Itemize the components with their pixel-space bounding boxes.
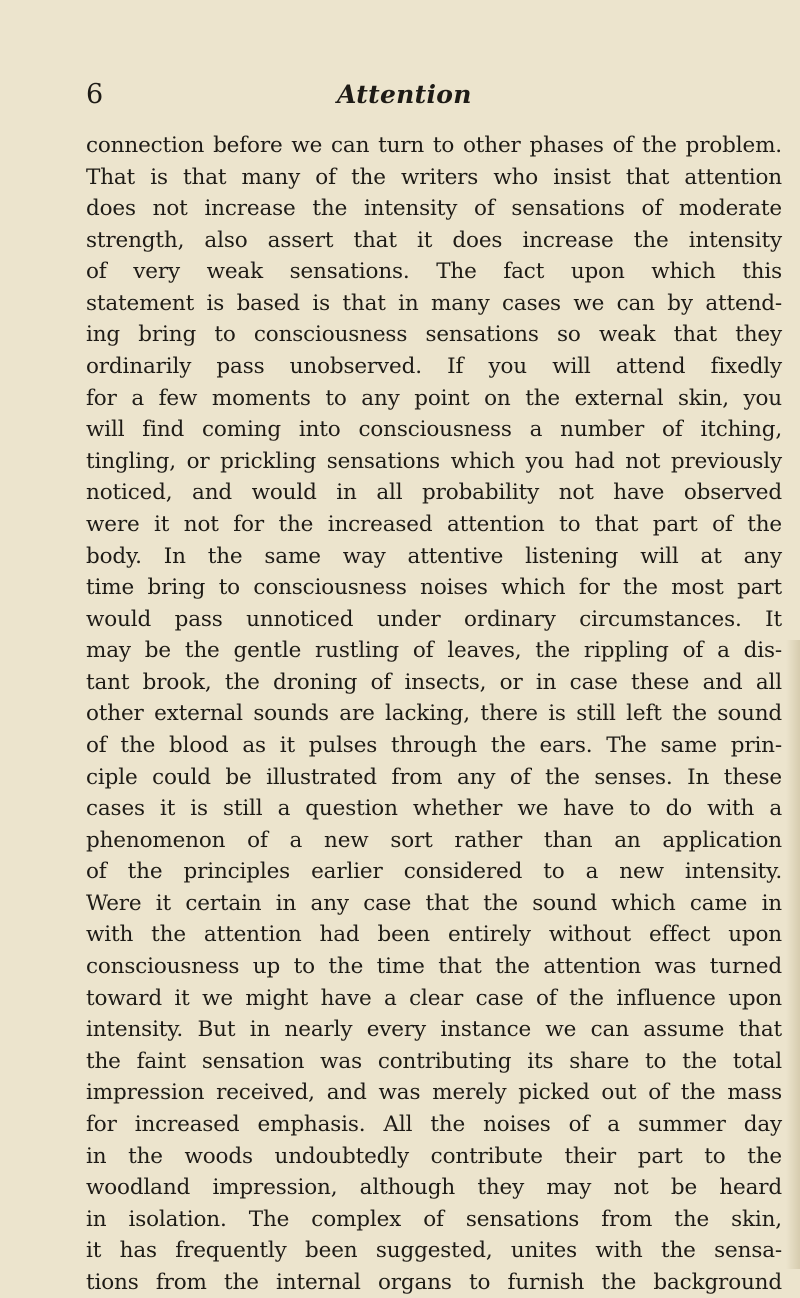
text-line: body. In the same way attentive listening will at any: [86, 543, 782, 569]
body-text: [86, 130, 782, 1298]
text-line: the faint sensation was contributing its share to the total: [86, 1048, 782, 1074]
text-line: of the blood as it pulses through the ears. The same prin-: [86, 732, 782, 758]
text-line: Were it certain in any case that the sound which came in: [86, 890, 782, 916]
text-line: other external sounds are lacking, there is still left the sound: [86, 701, 782, 727]
text-line: may be the gentle rustling of leaves, the rippling of a dis-: [86, 638, 782, 664]
text-line: tingling, or prickling sensations which you had not previously: [86, 448, 782, 474]
text-line: would pass unnoticed under ordinary circumstances. It: [86, 606, 782, 632]
text-line: statement is based is that in many cases we can by attend-: [86, 290, 782, 316]
text-line: for increased emphasis. All the noises of a summer day: [86, 1111, 782, 1137]
text-line: tions from the internal organs to furnish the background: [86, 1269, 782, 1295]
text-line: of the principles earlier considered to a new intensity.: [86, 859, 782, 885]
text-line: impression received, and was merely picked out of the mass: [86, 1080, 782, 1106]
text-line: noticed, and would in all probability not have observed: [86, 480, 782, 506]
text-line: were it not for the increased attention to that part of the: [86, 511, 782, 537]
text-line: time bring to consciousness noises which for the most part: [86, 575, 782, 601]
text-line: intensity. But in nearly every instance we can assume that: [86, 1017, 782, 1043]
running-head: [0, 78, 800, 112]
text-line: it has frequently been suggested, unites with the sensa-: [86, 1238, 782, 1264]
text-line: does not increase the intensity of sensations of moderate: [86, 196, 782, 222]
text-line: ciple could be illustrated from any of the senses. In these: [86, 764, 782, 790]
text-line: toward it we might have a clear case of the influence upon: [86, 985, 782, 1011]
text-line: phenomenon of a new sort rather than an application: [86, 827, 782, 853]
text-line: That is that many of the writers who insist that attention: [86, 164, 782, 190]
page-edge-shadow: [786, 640, 800, 1269]
text-line: ing bring to consciousness sensations so weak that they: [86, 322, 782, 348]
text-line: tant brook, the droning of insects, or in case these and all: [86, 669, 782, 695]
text-line: strength, also assert that it does increase the intensity: [86, 227, 782, 253]
text-line: ordinarily pass unobserved. If you will attend fixedly: [86, 354, 782, 380]
text-line: will find coming into consciousness a number of itching,: [86, 417, 782, 443]
text-line: with the attention had been entirely without effect upon: [86, 922, 782, 948]
text-line: of very weak sensations. The fact upon which this: [86, 259, 782, 285]
text-line: connection before we can turn to other phases of the problem.: [86, 133, 782, 158]
text-line: in isolation. The complex of sensations from the skin,: [86, 1206, 782, 1232]
text-line: woodland impression, although they may not be heard: [86, 1175, 782, 1201]
text-line: for a few moments to any point on the external skin, you: [86, 385, 782, 411]
running-title: Attention: [337, 80, 472, 109]
text-line: cases it is still a question whether we have to do with a: [86, 796, 782, 822]
page-number: 6: [86, 79, 104, 110]
text-line: in the woods undoubtedly contribute their part to the: [86, 1143, 782, 1169]
text-line: consciousness up to the time that the attention was turned: [86, 954, 782, 980]
